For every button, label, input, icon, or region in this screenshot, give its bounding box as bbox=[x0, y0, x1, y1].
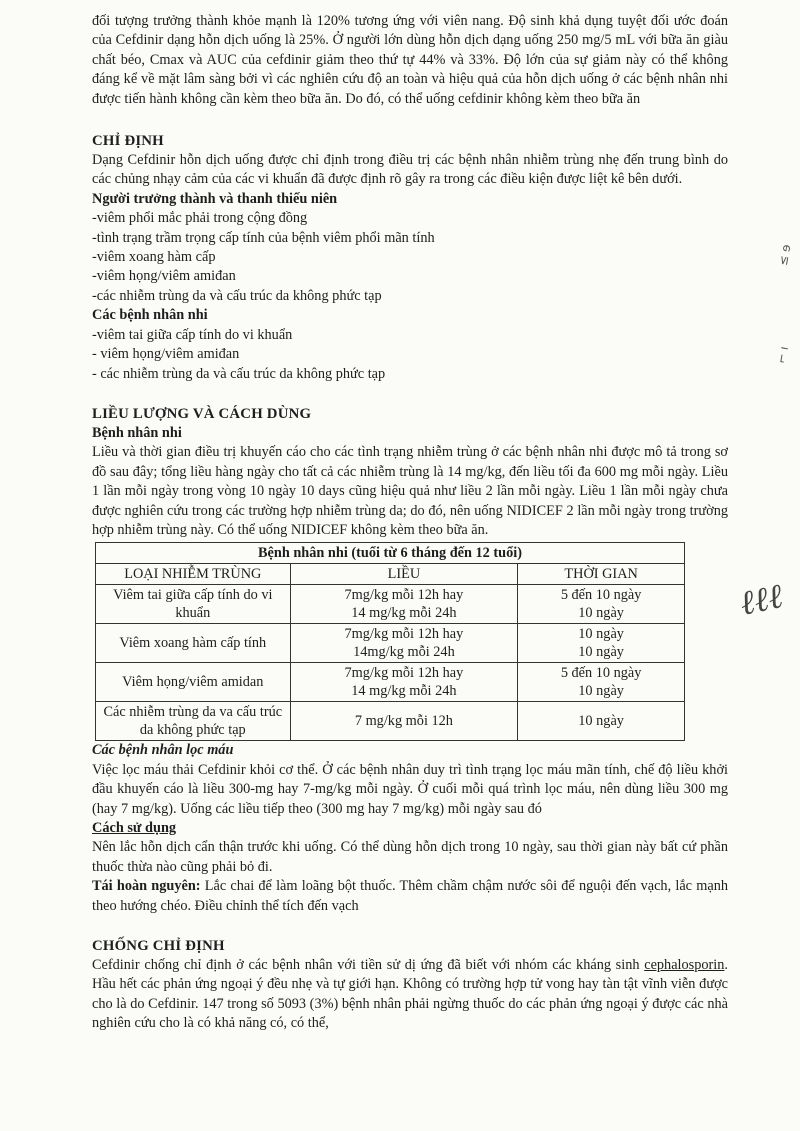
paragraph bbox=[92, 956, 728, 1034]
cell-time bbox=[518, 585, 685, 624]
paragraph-reconstitution bbox=[92, 877, 728, 916]
section-heading: CHỐNG CHỈ ĐỊNH bbox=[92, 938, 225, 954]
time-line: 5 đến 10 ngày bbox=[560, 587, 642, 604]
paragraph: Nên lắc hỗn dịch cẩn thận trước khi uống. Có thể dùng hỗn dịch trong 10 ngày, sau thời gian này bất cứ phần thuốc thừa nào cũng phải bỏ đi. bbox=[92, 839, 728, 875]
cell-dose: 7 mg/kg mỗi 12h bbox=[290, 702, 518, 741]
dosage-table bbox=[95, 542, 685, 741]
cell-type: Các nhiễm trùng da va cấu trúc da không phức tạp bbox=[96, 702, 291, 741]
list-item: - viêm họng/viêm amiđan bbox=[92, 346, 240, 363]
table-caption: Bệnh nhân nhi (tuổi từ 6 tháng đến 12 tuổi) bbox=[96, 543, 685, 564]
intro-paragraph: đối tượng trưởng thành khỏe mạnh là 120% tương ứng với viên nang. Độ sinh khả dụng tuyệt đối ước đoán của Cefdinir dạng hỗn dịch uống là 25%. Ở người lớn dùng hỗn dịch dạng uống 250 mg/5 mL với bữa ăn giàu chất béo, Cmax và AUC của cefdinir giảm theo thứ tự 44% và 33%. Độ lớn của sự giảm này có thể không đáng kể về mặt lâm sàng bởi vì các nghiên cứu độ an toàn và hiệu quả của hỗn dịch uống ở các bệnh nhân nhi được tiến hành không cần kèm theo bữa ăn. Do đó, có thể uống cefdinir không kèm theo bữa ăn bbox=[92, 13, 728, 107]
margin-mark: ≤ ɘ bbox=[775, 243, 794, 267]
time-line: 10 ngày bbox=[578, 626, 624, 643]
cell-type: Viêm tai giữa cấp tính do vi khuẩn bbox=[96, 585, 291, 624]
table-row bbox=[96, 702, 685, 741]
list-item: -viêm phổi mắc phải trong cộng đồng bbox=[92, 210, 308, 227]
section-chong-chi-dinh bbox=[92, 936, 728, 1034]
column-header: LIỀU bbox=[290, 564, 518, 585]
subheading-pediatric: Bệnh nhân nhi bbox=[92, 424, 182, 441]
margin-mark: ⌐ ı bbox=[774, 345, 791, 365]
section-heading: LIỀU LƯỢNG VÀ CÁCH DÙNG bbox=[92, 405, 312, 422]
paragraph: Dạng Cefdinir hỗn dịch uống được chỉ định trong điều trị các bệnh nhân nhiễm trùng nhẹ đến trung bình do các chủng nhạy cảm của các vi khuẩn đã được định rõ gây ra trong các điều kiện được liệt kê bên dưới. bbox=[92, 152, 728, 188]
time-line: 10 ngày bbox=[578, 683, 624, 700]
section-chi-dinh bbox=[92, 131, 728, 384]
dose-line: 7mg/kg mỗi 12h hay bbox=[344, 665, 464, 682]
cell-time bbox=[518, 624, 685, 663]
list-item: -tình trạng trầm trọng cấp tính của bệnh viêm phổi mãn tính bbox=[92, 229, 435, 246]
handwritten-signature: ℓℓℓ bbox=[736, 576, 787, 624]
paragraph: Việc lọc máu thải Cefdinir khỏi cơ thể. Ở các bệnh nhân duy trì tình trạng lọc máu mãn tính, chế độ liều khởi đầu khuyến cáo là liều 300-mg hay 7-mg/kg mỗi ngày. Ở cuối mỗi quá trình lọc máu, nên dùng liều 300 mg (hay 7 mg/kg). Uống các liều tiếp theo (300 mg hay 7 mg/kg) mỗi ngày sau đó bbox=[92, 761, 728, 817]
section-lieu-luong bbox=[92, 404, 728, 916]
cell-time: 10 ngày bbox=[518, 702, 685, 741]
cell-dose bbox=[290, 624, 518, 663]
reconstitution-text: Lắc chai để làm loãng bột thuốc. Thêm chầm chậm nước sôi để nguội đến vạch, lắc mạnh theo hướng chéo. Điều chỉnh thể tích đến vạch bbox=[92, 878, 728, 914]
cell-dose bbox=[290, 585, 518, 624]
column-header: LOẠI NHIỄM TRÙNG bbox=[96, 564, 291, 585]
section-heading: CHỈ ĐỊNH bbox=[92, 133, 164, 150]
cell-type: Viêm họng/viêm amidan bbox=[96, 663, 291, 702]
dose-line: 14 mg/kg mỗi 24h bbox=[351, 605, 457, 622]
subheading-children: Các bệnh nhân nhi bbox=[92, 307, 208, 324]
column-header: THỜI GIAN bbox=[518, 564, 685, 585]
time-line: 5 đến 10 ngày bbox=[560, 665, 642, 682]
subheading-dialysis: Các bệnh nhân lọc máu bbox=[92, 742, 234, 759]
cell-dose bbox=[290, 663, 518, 702]
dose-line: 14 mg/kg mỗi 24h bbox=[351, 683, 457, 700]
reconstitution-label: Tái hoàn nguyên: bbox=[92, 878, 201, 895]
list-item: -viêm tai giữa cấp tính do vi khuẩn bbox=[92, 326, 293, 343]
time-line: 10 ngày bbox=[578, 644, 624, 661]
dose-line: 7mg/kg mỗi 12h hay bbox=[344, 626, 464, 643]
underlined-term: cephalosporin bbox=[644, 957, 725, 973]
text-run: . Hầu hết các phản ứng ngoại ý đều nhẹ và tự giới hạn. Không có trường hợp tử vong hay tàn tật vĩnh viễn được cho là do Cefdinir. 147 trong số 5093 (3%) bệnh nhân phải ngừng thuốc do các phản ứng ngoại ý được các nhà nghiên cứu cho là có khả năng có, có thể, bbox=[92, 957, 728, 1032]
table-row bbox=[96, 663, 685, 702]
table-row bbox=[96, 624, 685, 663]
subheading-adults: Người trưởng thành và thanh thiếu niên bbox=[92, 190, 338, 207]
table-row bbox=[96, 585, 685, 624]
dose-line: 7mg/kg mỗi 12h hay bbox=[344, 587, 464, 604]
text-run: Cefdinir chống chỉ định ở các bệnh nhân với tiền sử dị ứng đã biết với nhóm các kháng sinh bbox=[92, 957, 645, 973]
paragraph: Liều và thời gian điều trị khuyến cáo cho các tình trạng nhiễm trùng ở các bệnh nhân nhi được mô tả trong sơ đồ sau đây; tổng liều hàng ngày cho tất cả các nhiễm trùng là 14 mg/kg, đến liều tối đa 600 mg mỗi ngày. Liều 1 lần mỗi ngày trong vòng 10 ngày 10 days cũng hiệu quả như liều 2 lần mỗi ngày. Liều 1 lần mỗi ngày chưa được nghiên cứu trong các trường hợp nhiễm trùng da; do đó, nên uống NIDICEF 2 lần mỗi ngày trong trường hợp nhiễm trùng này. Có thể uống NIDICEF không kèm theo bữa ăn. bbox=[92, 444, 728, 538]
cell-type: Viêm xoang hàm cấp tính bbox=[96, 624, 291, 663]
list-item: -viêm xoang hàm cấp bbox=[92, 249, 216, 266]
list-item: -các nhiễm trùng da và cấu trúc da không phức tạp bbox=[92, 287, 382, 304]
time-line: 10 ngày bbox=[578, 605, 624, 622]
list-item: - các nhiễm trùng da và cấu trúc da không phức tạp bbox=[92, 365, 386, 382]
list-item: -viêm họng/viêm amiđan bbox=[92, 268, 236, 285]
document-page bbox=[92, 12, 728, 1034]
subheading-usage: Cách sử dụng bbox=[92, 819, 177, 836]
dose-line: 14mg/kg mỗi 24h bbox=[353, 644, 455, 661]
cell-time bbox=[518, 663, 685, 702]
